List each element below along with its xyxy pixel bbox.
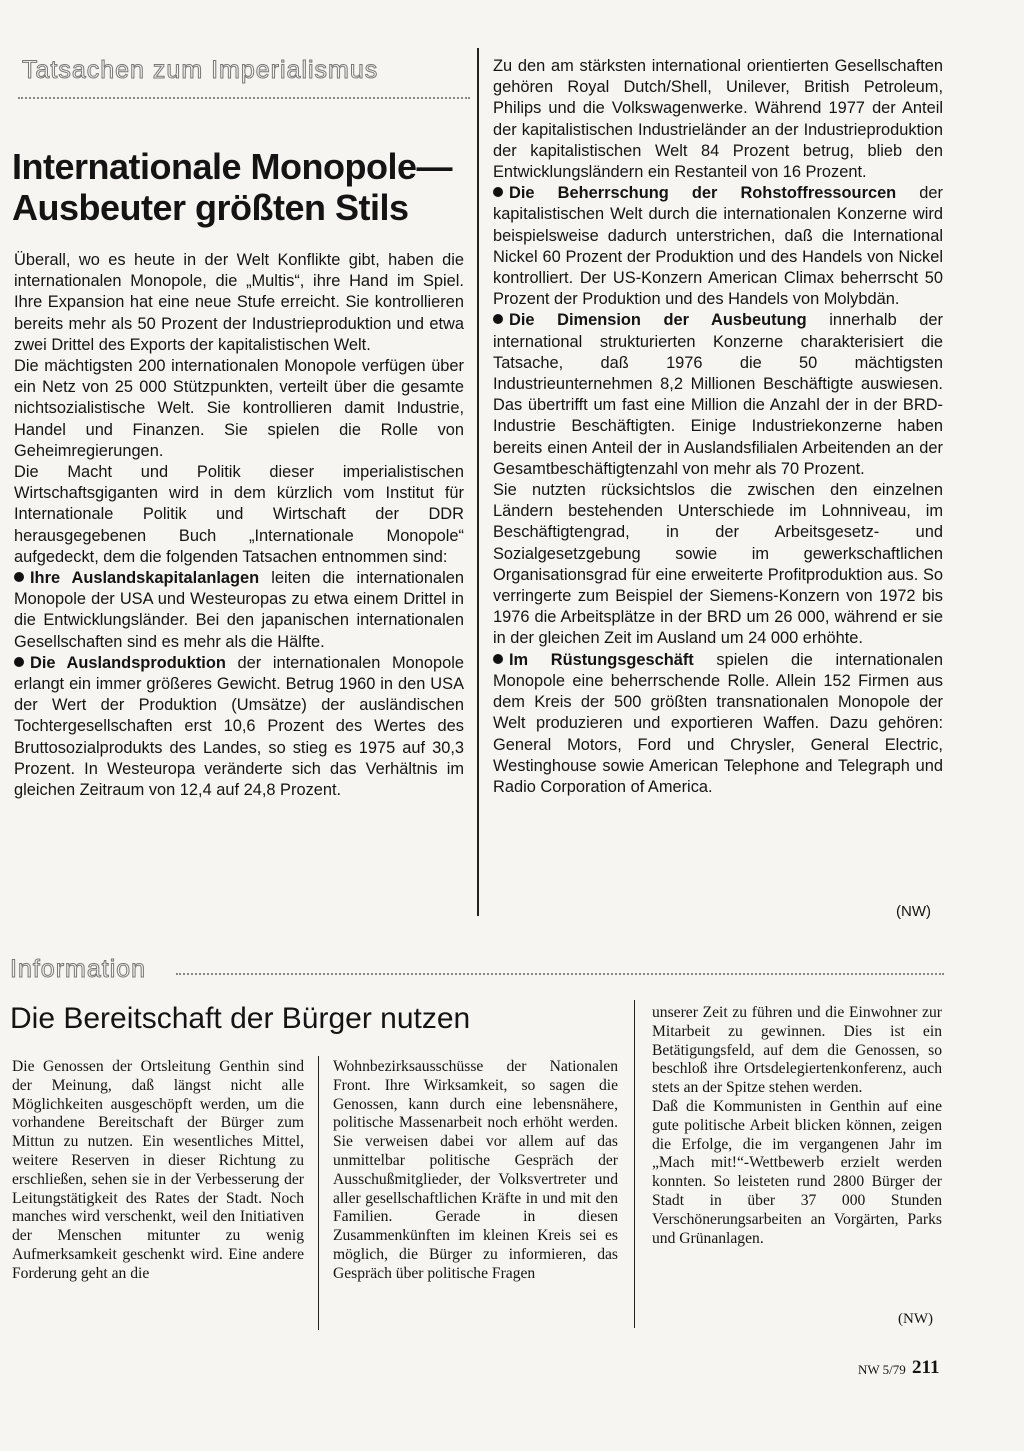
paragraph: Die Macht und Politik dieser imperialistischen Wirtschaftsgiganten wird in dem kürzlich vom Institut für Internationale Politik und Wirtschaft der DDR herausgegebenen Buch „Internationale Monopole“ aufgedeckt, dem die folgenden Tatsachen entnommen sind: (14, 463, 464, 566)
bullet-icon (14, 572, 24, 582)
bullet-icon (493, 654, 503, 664)
article-column-1 (12, 1058, 304, 1284)
paragraph: Die mächtigsten 200 internationalen Monopole verfügen über ein Netz von 25 000 Stützpunkten, verteilt über die gesamte nichtsozialistische Welt. Sie kontrollieren damit Industrie, Handel und Finanzen. Sie spielen die Rolle von Geheimregierungen. (14, 357, 464, 460)
bullet-text: spielen die internationalen Monopole eine beherrschende Rolle. Allein 152 Firmen aus dem Kreis der 500 größten transnationalen Monopole der Welt produzieren und exportieren Waffen. Dazu gehören: General Motors, Ford und Chrysler, General Electric, Westinghouse sowie American Telephone and Telegraph und Radio Corporation of America. (493, 650, 943, 796)
article-headline: Die Bereitschaft der Bürger nutzen (10, 1002, 471, 1035)
bullet-paragraph (493, 310, 943, 480)
bullet-text: innerhalb der international strukturierten Konzerne charakterisiert die Tatsache, daß 1976 die 50 mächtigsten Industrieunternehmen 8,2 Millionen Beschäftigte auswiesen. Das übertrifft um fast eine Million die Anzahl der in der BRD-Industrie Beschäftigten. Einige Industriekonzerne haben bereits einen Anteil der in Auslandsfilialen Arbeitenden an der Gesamtbeschäftigtenzahl von mehr als 70 Prozent. (493, 311, 943, 478)
column-rule (634, 1000, 635, 1328)
paragraph: unserer Zeit zu führen und die Einwohner zur Mitarbeit zu gewinnen. Dies ist ein Betätigungsfeld, auf dem die Genossen, so beschloß ihre Ortsdelegiertenkonferenz, auch stets an der Spitze stehen werden. (652, 1004, 942, 1097)
article-headline (12, 146, 482, 228)
paragraph: Zu den am stärksten international orientierten Gesellschaften gehören Royal Dutch/Shell, Unilever, British Petroleum, Philips und die Volkswagenwerke. Während 1977 der Anteil der kapitalistischen Industrieländer an der Industrieproduktion der kapitalistischen Welt 84 Prozent betrug, blieb den Entwicklungsländern ein Restanteil von 16 Prozent. (493, 57, 943, 182)
bullet-paragraph (493, 183, 943, 310)
kicker-divider (176, 973, 944, 975)
headline-line-1: Internationale Monopole— (12, 146, 453, 187)
article-signature: (NW) (896, 903, 931, 920)
column-rule (318, 1056, 319, 1330)
section-kicker: Information (10, 955, 147, 983)
headline-line-2: Ausbeuter größten Stils (12, 187, 409, 228)
bullet-icon (493, 187, 503, 197)
column-rule (477, 48, 479, 916)
paragraph: Daß die Kommunisten in Genthin auf eine gute politische Arbeit blicken können, zeigen die Erfolge, die im vergangenen Jahr im „Mach mit!“-Wettbewerb erzielt werden konnten. So leisteten rund 2800 Bürger der Stadt in über 37 000 Stunden Verschönerungsarbeiten an Vorgärten, Parks und Grünanlagen. (652, 1097, 942, 1247)
bullet-text: leiten die internationalen Monopole der USA und Westeuropas zu etwa einem Drittel in die Entwicklungsländer. Bei den japanischen internationalen Gesellschaften sind es mehr als die Hälfte. (14, 569, 464, 651)
bullet-text: der kapitalistischen Welt durch die internationalen Konzerne wird beispielsweise dadurch unterstrichen, daß die International Nickel 60 Prozent der Produktion und des Handels von Nickel kontrolliert. Der US-Konzern American Climax beherrscht 50 Prozent der Produktion und des Handels von Molybdän. (493, 184, 944, 309)
bullet-lead: Ihre Auslandskapitalanlagen (30, 569, 260, 588)
article-column-left (14, 250, 464, 801)
article-signature: (NW) (898, 1311, 933, 1327)
page-number: 211 (912, 1357, 940, 1378)
kicker-divider (18, 97, 470, 99)
bullet-lead: Die Auslandsproduktion (30, 653, 226, 672)
paragraph: Die Genossen der Ortsleitung Genthin sind der Meinung, daß längst nicht alle Möglichkeiten ausgeschöpft werden, um die vorhandene Bereitschaft der Bürger zum Mittun zu nutzen. Ein wesentliches Mittel, weitere Reserven in dieser Richtung zu erschließen, sehen sie in der Verbesserung der Leitungstätigkeit des Rates der Stadt. Noch manches wird verschenkt, weil den Initiativen der Menschen mitunter zu wenig Aufmerksamkeit geschenkt wird. Eine andere Forderung geht an die (12, 1058, 304, 1282)
bullet-lead: Im Rüstungsgeschäft (509, 650, 694, 669)
bullet-text: der internationalen Monopole erlangt ein immer größeres Gewicht. Betrug 1960 in den USA der Wert der Produktion (Umsätze) der ausländischen Tochtergesellschaften erst 10,6 Prozent des Wertes des Bruttosozialprodukts des Landes, so stieg es 1975 auf 30,3 Prozent. In Westeuropa veränderte sich das Verhältnis im gleichen Zeitraum von 12,4 auf 24,8 Prozent. (14, 653, 464, 800)
bullet-paragraph (493, 650, 943, 798)
paragraph: Wohnbezirksausschüsse der Nationalen Front. Ihre Wirksamkeit, so sagen die Genossen, kann durch eine lebensnähere, politische Massenarbeit noch erhöht werden. Sie verweisen dabei vor allem auf das unmittelbar politische Gespräch der Ausschußmitglieder, der Volksvertreter und aller gesellschaftlichen Kräfte in und mit den Familien. Gerade in diesen Zusammenkünften im kleinen Kreis sei es möglich, die Bürger zu informieren, das Gespräch über politische Fragen (333, 1058, 618, 1282)
bullet-paragraph (14, 568, 464, 653)
section-kicker: Tatsachen zum Imperialismus (22, 56, 379, 84)
paragraph: Überall, wo es heute in der Welt Konflikte gibt, haben die internationalen Monopole, die „Multis“, ihre Hand im Spiel. Ihre Expansion hat eine neue Stufe erreicht. Sie kontrollieren bereits mehr als 50 Prozent der Industrieproduktion und etwa zwei Drittel des Exports der kapitalistischen Welt. (14, 251, 464, 354)
bullet-lead: Die Dimension der Ausbeutung (509, 311, 807, 330)
bullet-paragraph (14, 653, 464, 801)
bullet-icon (493, 314, 503, 324)
article-column-2 (333, 1058, 618, 1284)
bullet-icon (14, 657, 24, 667)
paragraph: Sie nutzten rücksichtslos die zwischen den einzelnen Ländern bestehenden Unterschiede im Lohnniveau, im Beschäftigtengrad, in der Arbeitsgesetz- und Sozialgesetzgebung sowie im gewerkschaftlichen Organisationsgrad für eine erweiterte Profitproduktion aus. So verringerte zum Beispiel der Siemens-Konzern von 1972 bis 1976 die Arbeitsplätze in der BRD um 26 000, während er sie in der gleichen Zeit im Ausland um 24 000 erhöhte. (493, 481, 943, 648)
issue-label: NW 5/79 (858, 1362, 906, 1377)
bullet-lead: Die Beherrschung der Rohstoffressourcen (509, 184, 897, 203)
article-column-3 (652, 1004, 942, 1248)
article-column-right (493, 56, 943, 798)
